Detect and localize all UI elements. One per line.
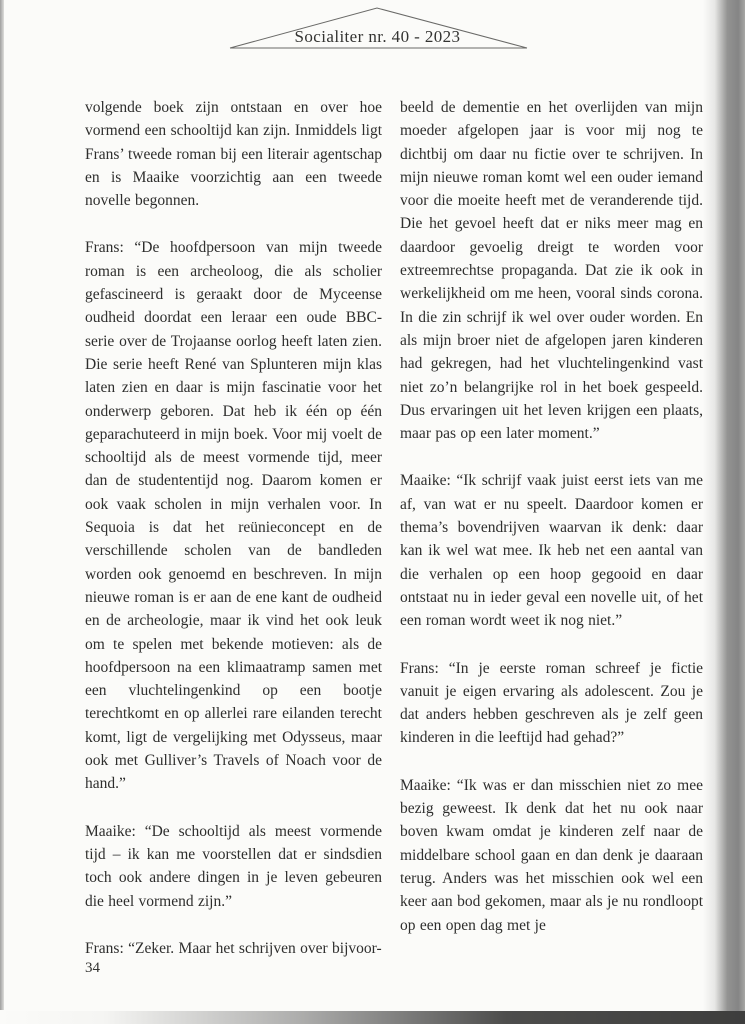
paragraph-maaike-answer: Maaike: “Ik was er dan misschien niet zo mee bezig geweest. Ik denk dat het nu ook naar boven kwam omdat je kinderen zelf naar de middelbare school gaan en dan denk je daaraan terug. Anders was het misschien ook wel een keer aan bod gekomen, maar als je nu rondloopt op een open dag met je [400, 776, 703, 934]
paragraph-intro: volgende boek zijn ontstaan en over hoe vormend een schooltijd kan zijn. Inmiddels ligt Frans’ tweede roman bij een literair agentschap en is Maaike voorzichtig aan een tweede novelle begonnen. [85, 99, 382, 210]
page-number: 34 [85, 960, 100, 976]
scan-edge-right-shadow [703, 0, 745, 1024]
issue-title: Socialiter nr. 40 - 2023 [294, 27, 461, 46]
paragraph-frans-quote: Frans: “De hoofdpersoon van mijn tweede roman is een archeoloog, die als scholier gefascineerd is geraakt door de Myceense oudheid doordat een leraar een oude BBC-serie over de Trojaanse oorlog heeft laten zien. Die serie heeft René van Splunteren mijn klas laten zien en daar is mijn fascinatie voor het onderwerp geboren. Dat heb ik één op één geparachuteerd in mijn boek. Voor mij voelt de schooltijd als de meest vormende tijd, meer dan de studententijd nog. Daarom komen er ook vaak scholen in mijn verhalen voor. In Sequoia is dat het reünieconcept en de verschillende scholen van de bandleden worden ook genoemd en beschreven. In mijn nieuwe roman is er aan de ene kant de oudheid en de archeologie, maar ik vind het ook leuk om te spelen met bekende motieven: als de hoofdpersoon na een klimaatramp samen met een vluchtelingenkind op een bootje terechtkomt en op allerlei rare eilanden terecht komt, ligt de vergelijking met Odysseus, maar ook met Gulliver’s Travels of Noach voor de hand.” [85, 239, 382, 793]
paragraph-frans-question: Frans: “In je eerste roman schreef je fictie vanuit je eigen ervaring als adolescent. Zou je dat anders hebben geschreven als je zelf geen kinderen in die leeftijd had gehad?” [400, 659, 703, 747]
paragraph-frans-quote-continued: beeld de dementie en het overlijden van mijn moeder afgelopen jaar is voor mij nog te dichtbij om daar nu fictie over te schrijven. In mijn nieuwe roman komt wel een ouder iemand voor die moeite heeft met de veranderende tijd. Die het gevoel heeft dat er niks meer mag en daardoor gevoelig dreigt te worden voor extreemrechtse propaganda. Dat zie ik ook in werkelijkheid om me heen, vooral sinds corona. In die zin schrijf ik wel over ouder worden. En als mijn broer niet de afgelopen jaren kinderen had gekregen, had het vluchtelingenkind vast niet zo’n belangrijke rol in het boek gespeeld. Dus ervaringen uit het leven krijgen een plaats, maar pas op een later moment.” [400, 99, 703, 443]
left-column [85, 96, 382, 960]
paragraph-maaike-quote: Maaike: “Ik schrijf vaak juist eerst iets van me af, van wat er nu speelt. Daardoor komen er thema’s bovendrijven waarvan ik denk: daar kan ik wel wat mee. Ik heb net een aantal van die verhalen op een hoop gegooid en daar ontstaat nu in ieder geval een novelle uit, of het een roman wordt weet ik nog niet.” [400, 472, 703, 630]
right-column [400, 96, 703, 960]
article-body [85, 96, 703, 960]
paragraph-maaike-quote: Maaike: “De schooltijd als meest vormende tijd – ik kan me voorstellen dat er sindsdien toch ook andere dingen in je leven gebeuren die heel vormend zijn.” [85, 822, 382, 910]
paragraph-frans-quote-start: Frans: “Zeker. Maar het schrijven over bijvoor- [85, 939, 382, 957]
page-header [225, 4, 530, 54]
scan-edge-bottom-shadow [0, 1011, 745, 1024]
scan-edge-left-shadow [0, 0, 4, 1010]
